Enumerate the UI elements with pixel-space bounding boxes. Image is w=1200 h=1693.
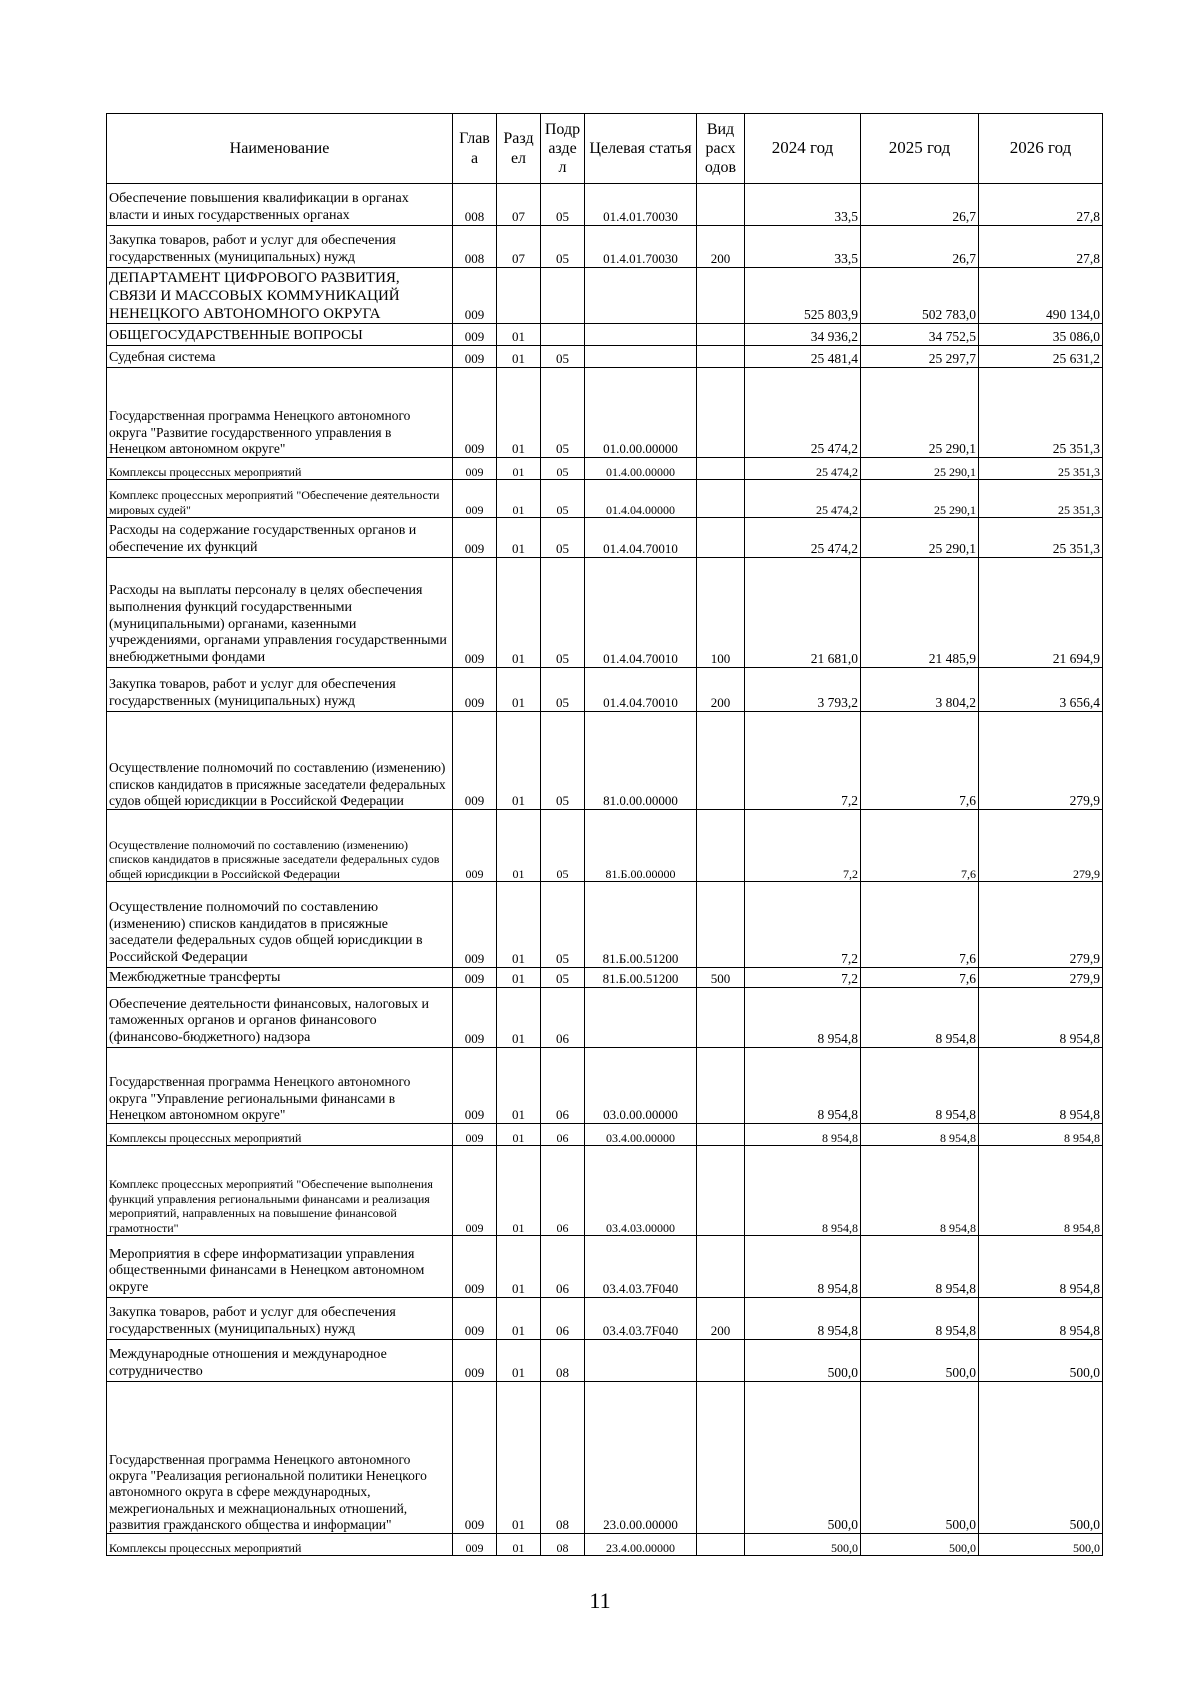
cell-y2025: 25 290,1 bbox=[861, 368, 979, 458]
cell-name: Комплексы процессных мероприятий bbox=[107, 1124, 453, 1146]
cell-y2024: 25 474,2 bbox=[745, 368, 861, 458]
cell-name: ДЕПАРТАМЕНТ ЦИФРОВОГО РАЗВИТИЯ, СВЯЗИ И МАССОВЫХ КОММУНИКАЦИЙ НЕНЕЦКОГО АВТОНОМНОГО ОКРУГА bbox=[107, 268, 453, 324]
table-row bbox=[107, 1298, 1103, 1340]
cell-name: Судебная система bbox=[107, 346, 453, 368]
table-row bbox=[107, 1340, 1103, 1382]
cell-vid: 100 bbox=[697, 558, 745, 668]
cell-glava: 009 bbox=[453, 1534, 497, 1556]
cell-name: Межбюджетные трансферты bbox=[107, 968, 453, 988]
cell-celevaya: 01.0.00.00000 bbox=[585, 368, 697, 458]
cell-celevaya: 01.4.04.70010 bbox=[585, 668, 697, 712]
cell-y2024: 34 936,2 bbox=[745, 324, 861, 346]
header-glava: Глав а bbox=[453, 114, 497, 184]
cell-podrazdel: 06 bbox=[541, 1146, 585, 1236]
cell-y2025: 21 485,9 bbox=[861, 558, 979, 668]
cell-razdel: 01 bbox=[497, 668, 541, 712]
cell-y2025: 34 752,5 bbox=[861, 324, 979, 346]
table-row bbox=[107, 368, 1103, 458]
cell-vid bbox=[697, 1340, 745, 1382]
cell-y2025: 25 290,1 bbox=[861, 518, 979, 558]
cell-name: Расходы на содержание государственных органов и обеспечение их функций bbox=[107, 518, 453, 558]
cell-name: Закупка товаров, работ и услуг для обеспечения государственных (муниципальных) нужд bbox=[107, 668, 453, 712]
cell-y2025: 25 290,1 bbox=[861, 480, 979, 518]
cell-vid bbox=[697, 882, 745, 968]
cell-y2024: 33,5 bbox=[745, 226, 861, 268]
cell-y2024: 7,2 bbox=[745, 712, 861, 810]
cell-glava: 009 bbox=[453, 1146, 497, 1236]
cell-y2024: 7,2 bbox=[745, 882, 861, 968]
cell-name: Государственная программа Ненецкого автономного округа "Управление региональными финансами в Ненецком автономном округе" bbox=[107, 1048, 453, 1124]
table-row bbox=[107, 558, 1103, 668]
cell-podrazdel: 06 bbox=[541, 1124, 585, 1146]
cell-y2026: 500,0 bbox=[979, 1382, 1103, 1534]
cell-vid bbox=[697, 1048, 745, 1124]
cell-y2026: 500,0 bbox=[979, 1340, 1103, 1382]
cell-y2026: 25 631,2 bbox=[979, 346, 1103, 368]
cell-name: ОБЩЕГОСУДАРСТВЕННЫЕ ВОПРОСЫ bbox=[107, 324, 453, 346]
cell-y2025: 8 954,8 bbox=[861, 1298, 979, 1340]
cell-y2024: 25 481,4 bbox=[745, 346, 861, 368]
cell-name: Осуществление полномочий по составлению (изменению) списков кандидатов в присяжные заседатели федеральных судов общей юрисдикции в Российской Федерации bbox=[107, 712, 453, 810]
cell-y2025: 25 297,7 bbox=[861, 346, 979, 368]
cell-vid: 200 bbox=[697, 668, 745, 712]
cell-glava: 009 bbox=[453, 558, 497, 668]
cell-celevaya bbox=[585, 324, 697, 346]
cell-name: Осуществление полномочий по составлению (изменению) списков кандидатов в присяжные заседатели федеральных судов общей юрисдикции в Российской Федерации bbox=[107, 810, 453, 882]
cell-y2024: 500,0 bbox=[745, 1534, 861, 1556]
cell-y2026: 3 656,4 bbox=[979, 668, 1103, 712]
cell-vid bbox=[697, 712, 745, 810]
cell-razdel: 01 bbox=[497, 988, 541, 1048]
cell-celevaya: 81.Б.00.51200 bbox=[585, 882, 697, 968]
cell-vid: 500 bbox=[697, 968, 745, 988]
cell-glava: 009 bbox=[453, 1124, 497, 1146]
cell-name: Мероприятия в сфере информатизации управления общественными финансами в Ненецком автономном округе bbox=[107, 1236, 453, 1298]
table-row bbox=[107, 184, 1103, 226]
cell-y2026: 8 954,8 bbox=[979, 1146, 1103, 1236]
cell-celevaya: 03.4.03.7F040 bbox=[585, 1236, 697, 1298]
cell-vid bbox=[697, 518, 745, 558]
cell-celevaya bbox=[585, 268, 697, 324]
cell-name: Комплексы процессных мероприятий bbox=[107, 1534, 453, 1556]
cell-celevaya: 01.4.01.70030 bbox=[585, 184, 697, 226]
cell-razdel: 01 bbox=[497, 1382, 541, 1534]
cell-y2025: 8 954,8 bbox=[861, 1236, 979, 1298]
cell-y2025: 26,7 bbox=[861, 226, 979, 268]
cell-glava: 009 bbox=[453, 518, 497, 558]
cell-podrazdel: 05 bbox=[541, 368, 585, 458]
cell-podrazdel: 08 bbox=[541, 1534, 585, 1556]
table-row bbox=[107, 226, 1103, 268]
cell-y2025: 7,6 bbox=[861, 882, 979, 968]
cell-celevaya: 03.4.03.00000 bbox=[585, 1146, 697, 1236]
cell-podrazdel bbox=[541, 324, 585, 346]
cell-y2026: 21 694,9 bbox=[979, 558, 1103, 668]
cell-podrazdel: 05 bbox=[541, 968, 585, 988]
cell-vid bbox=[697, 324, 745, 346]
cell-celevaya: 01.4.01.70030 bbox=[585, 226, 697, 268]
cell-razdel: 01 bbox=[497, 368, 541, 458]
table-row bbox=[107, 1146, 1103, 1236]
cell-y2024: 7,2 bbox=[745, 968, 861, 988]
cell-podrazdel: 06 bbox=[541, 1048, 585, 1124]
table-row bbox=[107, 1236, 1103, 1298]
cell-celevaya: 03.0.00.00000 bbox=[585, 1048, 697, 1124]
cell-celevaya bbox=[585, 988, 697, 1048]
cell-y2026: 279,9 bbox=[979, 882, 1103, 968]
cell-podrazdel: 06 bbox=[541, 1236, 585, 1298]
cell-y2025: 3 804,2 bbox=[861, 668, 979, 712]
header-vid: Вид расх одов bbox=[697, 114, 745, 184]
cell-vid bbox=[697, 1534, 745, 1556]
cell-razdel: 01 bbox=[497, 712, 541, 810]
cell-vid bbox=[697, 184, 745, 226]
cell-y2026: 25 351,3 bbox=[979, 458, 1103, 480]
cell-y2026: 27,8 bbox=[979, 184, 1103, 226]
cell-celevaya: 23.0.00.00000 bbox=[585, 1382, 697, 1534]
cell-celevaya: 01.4.04.00000 bbox=[585, 480, 697, 518]
table-row bbox=[107, 810, 1103, 882]
cell-celevaya bbox=[585, 346, 697, 368]
cell-razdel: 01 bbox=[497, 1534, 541, 1556]
cell-podrazdel: 05 bbox=[541, 810, 585, 882]
cell-podrazdel: 05 bbox=[541, 668, 585, 712]
cell-razdel: 01 bbox=[497, 810, 541, 882]
table-row bbox=[107, 968, 1103, 988]
cell-y2026: 500,0 bbox=[979, 1534, 1103, 1556]
table-row bbox=[107, 1534, 1103, 1556]
cell-razdel: 01 bbox=[497, 518, 541, 558]
cell-vid bbox=[697, 268, 745, 324]
table-row bbox=[107, 1124, 1103, 1146]
cell-glava: 009 bbox=[453, 1236, 497, 1298]
cell-y2024: 33,5 bbox=[745, 184, 861, 226]
cell-y2025: 26,7 bbox=[861, 184, 979, 226]
cell-y2026: 25 351,3 bbox=[979, 518, 1103, 558]
cell-y2024: 8 954,8 bbox=[745, 1298, 861, 1340]
cell-name: Комплекс процессных мероприятий "Обеспечение выполнения функций управления региональными финансами и реализация мероприятий, направленных на повышение финансовой грамотности" bbox=[107, 1146, 453, 1236]
cell-razdel: 01 bbox=[497, 1048, 541, 1124]
cell-name: Комплексы процессных мероприятий bbox=[107, 458, 453, 480]
table-row bbox=[107, 1382, 1103, 1534]
cell-razdel: 01 bbox=[497, 324, 541, 346]
cell-y2026: 35 086,0 bbox=[979, 324, 1103, 346]
cell-y2025: 7,6 bbox=[861, 810, 979, 882]
cell-y2026: 25 351,3 bbox=[979, 368, 1103, 458]
cell-razdel: 01 bbox=[497, 1298, 541, 1340]
cell-celevaya: 03.4.00.00000 bbox=[585, 1124, 697, 1146]
header-razdel: Разд ел bbox=[497, 114, 541, 184]
cell-y2025: 7,6 bbox=[861, 968, 979, 988]
cell-podrazdel: 06 bbox=[541, 1298, 585, 1340]
cell-podrazdel bbox=[541, 268, 585, 324]
table-row bbox=[107, 882, 1103, 968]
cell-y2024: 25 474,2 bbox=[745, 518, 861, 558]
cell-glava: 009 bbox=[453, 458, 497, 480]
cell-vid bbox=[697, 988, 745, 1048]
cell-glava: 009 bbox=[453, 1048, 497, 1124]
header-2024: 2024 год bbox=[745, 114, 861, 184]
cell-y2025: 502 783,0 bbox=[861, 268, 979, 324]
cell-razdel: 01 bbox=[497, 558, 541, 668]
cell-glava: 009 bbox=[453, 882, 497, 968]
cell-vid bbox=[697, 1236, 745, 1298]
header-2025: 2025 год bbox=[861, 114, 979, 184]
cell-razdel: 01 bbox=[497, 346, 541, 368]
cell-podrazdel: 08 bbox=[541, 1340, 585, 1382]
cell-glava: 009 bbox=[453, 368, 497, 458]
cell-vid bbox=[697, 1146, 745, 1236]
cell-name: Закупка товаров, работ и услуг для обеспечения государственных (муниципальных) нужд bbox=[107, 226, 453, 268]
cell-glava: 009 bbox=[453, 668, 497, 712]
cell-podrazdel: 05 bbox=[541, 712, 585, 810]
cell-glava: 009 bbox=[453, 480, 497, 518]
cell-y2024: 25 474,2 bbox=[745, 458, 861, 480]
table-row bbox=[107, 518, 1103, 558]
cell-glava: 008 bbox=[453, 226, 497, 268]
cell-podrazdel: 06 bbox=[541, 988, 585, 1048]
table-row bbox=[107, 268, 1103, 324]
table-row bbox=[107, 712, 1103, 810]
cell-name: Осуществление полномочий по составлению (изменению) списков кандидатов в присяжные заседатели федеральных судов общей юрисдикции в Российской Федерации bbox=[107, 882, 453, 968]
cell-glava: 009 bbox=[453, 268, 497, 324]
cell-y2024: 7,2 bbox=[745, 810, 861, 882]
cell-razdel: 01 bbox=[497, 882, 541, 968]
header-podrazdel: Подр азде л bbox=[541, 114, 585, 184]
cell-podrazdel: 05 bbox=[541, 480, 585, 518]
cell-y2025: 8 954,8 bbox=[861, 1124, 979, 1146]
cell-y2024: 21 681,0 bbox=[745, 558, 861, 668]
cell-vid bbox=[697, 1124, 745, 1146]
cell-celevaya: 01.4.04.70010 bbox=[585, 558, 697, 668]
cell-glava: 009 bbox=[453, 712, 497, 810]
table-row bbox=[107, 458, 1103, 480]
table-row bbox=[107, 988, 1103, 1048]
cell-podrazdel: 05 bbox=[541, 882, 585, 968]
cell-razdel: 01 bbox=[497, 968, 541, 988]
cell-razdel: 01 bbox=[497, 1236, 541, 1298]
cell-podrazdel: 05 bbox=[541, 184, 585, 226]
table-row bbox=[107, 668, 1103, 712]
cell-name: Международные отношения и международное сотрудничество bbox=[107, 1340, 453, 1382]
cell-y2024: 525 803,9 bbox=[745, 268, 861, 324]
cell-glava: 009 bbox=[453, 1298, 497, 1340]
cell-y2024: 8 954,8 bbox=[745, 1146, 861, 1236]
cell-y2026: 8 954,8 bbox=[979, 988, 1103, 1048]
header-celevaya: Целевая статья bbox=[585, 114, 697, 184]
cell-podrazdel: 05 bbox=[541, 346, 585, 368]
cell-y2024: 3 793,2 bbox=[745, 668, 861, 712]
cell-y2025: 8 954,8 bbox=[861, 1048, 979, 1124]
cell-celevaya: 81.0.00.00000 bbox=[585, 712, 697, 810]
cell-razdel: 01 bbox=[497, 1146, 541, 1236]
cell-y2025: 500,0 bbox=[861, 1534, 979, 1556]
cell-y2026: 27,8 bbox=[979, 226, 1103, 268]
cell-razdel: 01 bbox=[497, 1340, 541, 1382]
cell-y2026: 8 954,8 bbox=[979, 1298, 1103, 1340]
cell-celevaya: 81.Б.00.00000 bbox=[585, 810, 697, 882]
cell-vid bbox=[697, 480, 745, 518]
cell-vid bbox=[697, 1382, 745, 1534]
cell-vid bbox=[697, 810, 745, 882]
cell-y2026: 8 954,8 bbox=[979, 1236, 1103, 1298]
cell-celevaya: 01.4.00.00000 bbox=[585, 458, 697, 480]
cell-podrazdel: 05 bbox=[541, 226, 585, 268]
cell-celevaya: 03.4.03.7F040 bbox=[585, 1298, 697, 1340]
cell-y2026: 279,9 bbox=[979, 712, 1103, 810]
table-body bbox=[107, 184, 1103, 1556]
cell-vid: 200 bbox=[697, 226, 745, 268]
table-row bbox=[107, 324, 1103, 346]
cell-glava: 009 bbox=[453, 324, 497, 346]
cell-celevaya bbox=[585, 1340, 697, 1382]
cell-celevaya: 01.4.04.70010 bbox=[585, 518, 697, 558]
budget-table bbox=[106, 113, 1103, 1556]
header-2026: 2026 год bbox=[979, 114, 1103, 184]
cell-y2026: 279,9 bbox=[979, 968, 1103, 988]
cell-podrazdel: 08 bbox=[541, 1382, 585, 1534]
cell-y2024: 8 954,8 bbox=[745, 1124, 861, 1146]
cell-name: Государственная программа Ненецкого автономного округа "Развитие государственного управления в Ненецком автономном округе" bbox=[107, 368, 453, 458]
cell-vid bbox=[697, 368, 745, 458]
page-number: 11 bbox=[589, 1588, 611, 1613]
cell-y2025: 25 290,1 bbox=[861, 458, 979, 480]
table-row bbox=[107, 480, 1103, 518]
table-row bbox=[107, 1048, 1103, 1124]
cell-podrazdel: 05 bbox=[541, 558, 585, 668]
cell-podrazdel: 05 bbox=[541, 518, 585, 558]
cell-y2026: 25 351,3 bbox=[979, 480, 1103, 518]
cell-name: Расходы на выплаты персоналу в целях обеспечения выполнения функций государственными (муниципальными) органами, казенными учреждениями, органами управления государственными внебюджетными фондами bbox=[107, 558, 453, 668]
cell-vid: 200 bbox=[697, 1298, 745, 1340]
cell-glava: 008 bbox=[453, 184, 497, 226]
cell-celevaya: 81.Б.00.51200 bbox=[585, 968, 697, 988]
header-name: Наименование bbox=[107, 114, 453, 184]
cell-y2024: 8 954,8 bbox=[745, 1236, 861, 1298]
cell-celevaya: 23.4.00.00000 bbox=[585, 1534, 697, 1556]
cell-glava: 009 bbox=[453, 1340, 497, 1382]
table-header-row bbox=[107, 114, 1103, 184]
cell-razdel: 07 bbox=[497, 184, 541, 226]
cell-y2024: 8 954,8 bbox=[745, 988, 861, 1048]
cell-y2025: 8 954,8 bbox=[861, 1146, 979, 1236]
cell-y2024: 500,0 bbox=[745, 1340, 861, 1382]
cell-razdel: 01 bbox=[497, 480, 541, 518]
cell-y2026: 279,9 bbox=[979, 810, 1103, 882]
cell-y2025: 500,0 bbox=[861, 1382, 979, 1534]
cell-vid bbox=[697, 346, 745, 368]
cell-vid bbox=[697, 458, 745, 480]
cell-name: Государственная программа Ненецкого автономного округа "Реализация региональной политики Ненецкого автономного округа в сфере международных, межрегиональных и межнациональных отношений, развития гражданского общества и информации" bbox=[107, 1382, 453, 1534]
cell-glava: 009 bbox=[453, 988, 497, 1048]
cell-razdel: 01 bbox=[497, 1124, 541, 1146]
cell-razdel: 07 bbox=[497, 226, 541, 268]
cell-y2025: 7,6 bbox=[861, 712, 979, 810]
cell-y2026: 8 954,8 bbox=[979, 1124, 1103, 1146]
table-row bbox=[107, 346, 1103, 368]
cell-glava: 009 bbox=[453, 346, 497, 368]
cell-glava: 009 bbox=[453, 810, 497, 882]
cell-y2026: 490 134,0 bbox=[979, 268, 1103, 324]
cell-podrazdel: 05 bbox=[541, 458, 585, 480]
cell-name: Обеспечение деятельности финансовых, налоговых и таможенных органов и органов финансового (финансово-бюджетного) надзора bbox=[107, 988, 453, 1048]
cell-y2026: 8 954,8 bbox=[979, 1048, 1103, 1124]
cell-glava: 009 bbox=[453, 1382, 497, 1534]
cell-y2024: 8 954,8 bbox=[745, 1048, 861, 1124]
cell-y2025: 8 954,8 bbox=[861, 988, 979, 1048]
cell-name: Обеспечение повышения квалификации в органах власти и иных государственных органах bbox=[107, 184, 453, 226]
cell-name: Комплекс процессных мероприятий "Обеспечение деятельности мировых судей" bbox=[107, 480, 453, 518]
cell-name: Закупка товаров, работ и услуг для обеспечения государственных (муниципальных) нужд bbox=[107, 1298, 453, 1340]
cell-razdel bbox=[497, 268, 541, 324]
cell-y2024: 25 474,2 bbox=[745, 480, 861, 518]
cell-y2025: 500,0 bbox=[861, 1340, 979, 1382]
cell-y2024: 500,0 bbox=[745, 1382, 861, 1534]
cell-razdel: 01 bbox=[497, 458, 541, 480]
cell-glava: 009 bbox=[453, 968, 497, 988]
